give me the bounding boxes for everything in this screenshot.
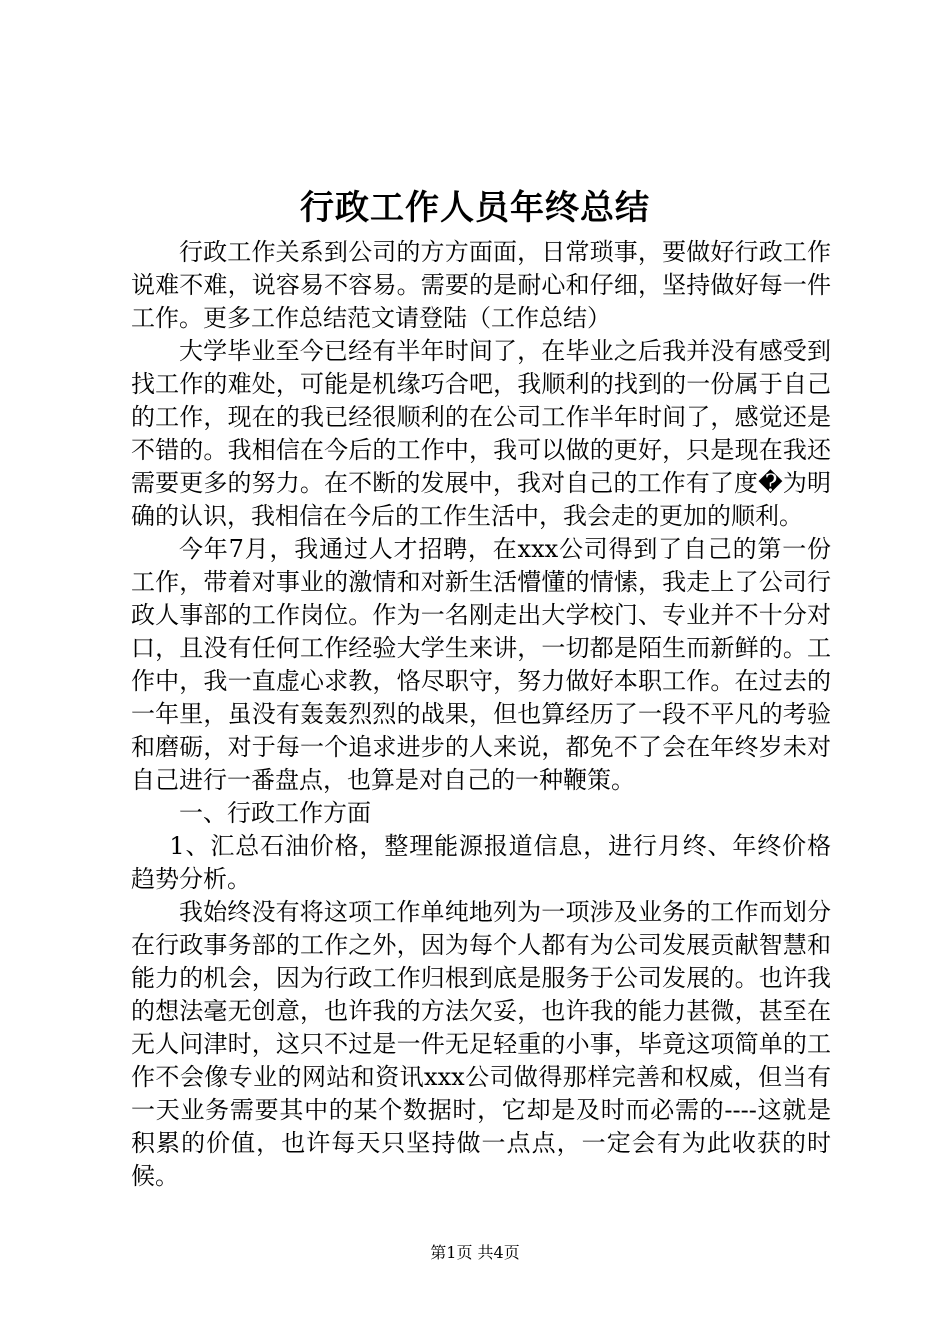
paragraph-july: 今年7月，我通过人才招聘，在xxx公司得到了自己的第一份工作，带着对事业的激情和对新生活懵懂的情愫，我走上了公司行政人事部的工作岗位。作为一名刚走出大学校门、专业并不十分对口，且没有任何工作经验大学生来讲，一切都是陌生而新鲜的。工作中，我一直虚心求教，恪尽职守，努力做好本职工作。在过去的一年里，虽没有轰轰烈烈的战果，但也算经历了一段不平凡的考验和磨砺，对于每一个追求进步的人来说，都免不了会在年终岁未对自己进行一番盘点，也算是对自己的一种鞭策。 [131, 535, 831, 794]
paragraph-graduation: 大学毕业至今已经有半年时间了，在毕业之后我并没有感受到找工作的难处，可能是机缘巧合吧，我顺利的找到的一份属于自己的工作，现在的我已经很顺利的在公司工作半年时间了，感觉还是不错的。我相信在今后的工作中，我可以做的更好，只是现在我还需要更多的努力。在不断的发展中，我对自己的工作有了度�为明确的认识，我相信在今后的工作生活中，我会走的更加的顺利。 [131, 337, 831, 530]
paragraph-accumulation: 我始终没有将这项工作单纯地列为一项涉及业务的工作而划分在行政事务部的工作之外，因为每个人都有为公司发展贡献智慧和能力的机会，因为行政工作归根到底是服务于公司发展的。也许我的想法毫无创意，也许我的方法欠妥，也许我的能力甚微，甚至在无人问津时，这只不过是一件无足轻重的小事，毕竟这项简单的工作不会像专业的网站和资讯xxx公司做得那样完善和权威，但当有一天业务需要其中的某个数据时，它却是及时而必需的----这就是积累的价值，也许每天只坚持做一点点，一定会有为此收获的时候。 [131, 898, 831, 1190]
document-body [131, 236, 831, 1193]
document-title: 行政工作人员年终总结 [300, 188, 650, 228]
list-item-oil-price: 1、汇总石油价格，整理能源报道信息，进行月终、年终价格趋势分析。 [131, 832, 831, 893]
section-heading-admin: 一、行政工作方面 [179, 799, 371, 827]
page-footer: 第1页 共4页 [430, 1243, 520, 1262]
paragraph-intro: 行政工作关系到公司的方方面面，日常琐事，要做好行政工作说难不难，说容易不容易。需要的是耐心和仔细，坚持做好每一件工作。更多工作总结范文请登陆（工作总结） [131, 238, 831, 332]
